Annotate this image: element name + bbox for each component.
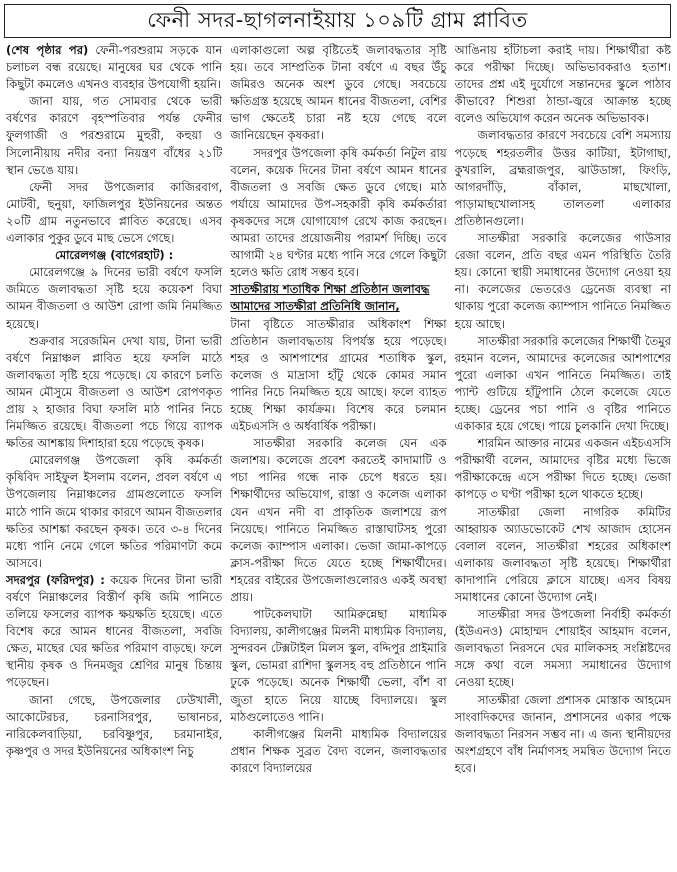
paragraph-text: কয়েক দিনের টানা ভারী বর্ষণে নিম্নাঞ্চলের বিস্তীর্ণ কৃষি জমি পানিতে তলিয়ে ফসলের ব্যাপক ক্ষয়ক্ষতি হয়েছে। এতে বিশেষ করে আমন ধানের বীজতলা, সবজি ক্ষেত, মাছের ঘের ক্ষতির পরিমাণ বাড়ছে। ফলে স্থানীয় কৃষক ও দিনমজুর শ্রেণির মানুষ চিন্তায় পড়েছেন। (6, 572, 223, 690)
paragraph-text: ফেনী সদর উপজেলার কাজিরবাগ, মোটবী, ছনুয়া, ফাজিলপুর ইউনিয়নের অন্তত ২০টি গ্রাম নতুনভাবে প্লাবিত করেছে। এসব এলাকার পুকুর ডুবে মাছ ভেসে গেছে। (6, 179, 223, 246)
paragraph-text: শারমিন আক্তার নামের একজন এইচএসসি পরীক্ষার্থী বলেন, আমাদের বৃষ্টির মধ্যে ভিজে পরীক্ষাকেন্দ্রে এসে পরীক্ষা দিতে হচ্ছে। ভেজা কাপড়ে ৩ ঘণ্টা পরীক্ষা হলে থাকতে হচ্ছে। (454, 436, 671, 502)
paragraph (230, 606, 446, 726)
paragraph-text: সদরপুর উপজেলা কৃষি কর্মকর্তা নিটুল রায় বলেন, কয়েক দিনের টানা বর্ষণে আমন ধানের বীজতলা ও সবজি ক্ষেত ডুবে গেছে। মাঠ পর্যায়ে আমাদের উপ-সহকারী কৃষি কর্মকর্তারা কৃষকদের সঙ্গে যোগাযোগ রেখে কাজ করছেন। আমরা তাদের প্রয়োজনীয় পরামর্শ দিচ্ছি। তবে আগামী ২৪ ঘণ্টার মধ্যে পানি সরে গেলে কিছুটা হলেও ক্ষতি রোধ সম্ভব হবে। (230, 145, 447, 280)
paragraph (6, 452, 222, 572)
paragraph (230, 726, 446, 777)
paragraph (230, 42, 446, 145)
paragraph-text: সাতক্ষীরা জেলা প্রশাসক মোস্তাক আহমেদ সাংবাদিকদের জানান, প্রশাসনের একার পক্ষে জলাবদ্ধতা নিরসন সম্ভব না। এ জন্য স্থানীয়দের অংশগ্রহণে বাঁধ নির্মাণসহ সমন্বিত উদ্যোগ নিতে হবে। (454, 692, 671, 775)
paragraph (455, 435, 671, 503)
paragraph-text: শুক্রবার সরেজমিন দেখা যায়, টানা ভারী বর্ষণে নিম্নাঞ্চল প্লাবিত হয়ে ফসলি মাঠে জলাবদ্ধতা সৃষ্টি হয়ে পড়েছে। যে কারণে চলতি আমন মৌসুমে বীজতলা ও আউশ রোপণকৃত প্রায় ২ হাজার বিঘা ফসলি মাঠ পানির নিচে নিমজ্জিত রয়েছে। বীজতলা পচে গিয়ে ব্যাপক ক্ষতির আশঙ্কায় দিশাহারা হয়ে পড়েছে কৃষক। (6, 333, 223, 451)
paragraph-lead: সদরপুর (ফরিদপুর) : (6, 572, 105, 587)
section-subhead: সাতক্ষীরায় শতাধিক শিক্ষা প্রতিষ্ঠান জলাবদ্ধ (230, 282, 430, 297)
paragraph-text: পাটকেলঘাটা আমিরুন্নেছা মাধ্যমিক বিদ্যালয়, কালীগঞ্জের মিলনী মাধ্যমিক বিদ্যালয়, সুন্দরবন টেক্সটাইল মিলস স্কুল, বদ্দিপুর প্রাইমারি স্কুল, ভোমরা রাশিদা স্কুলসহ বহু প্রতিষ্ঠানে পানি ঢুকে পড়েছে। অনেক শিক্ষার্থী ভেলা, বাঁশ বা জুতা হাতে নিয়ে যাচ্ছে বিদ্যালয়ে। স্কুল মাঠগুলোতেও পানি। (230, 607, 447, 724)
paragraph (455, 42, 671, 127)
paragraph (6, 93, 222, 178)
column-3 (455, 42, 671, 866)
page-title: ফেনী সদর-ছাগলনাইয়ায় ১০৯টি গ্রাম প্লাবিত (147, 7, 528, 32)
paragraph-text: কালীগঞ্জের মিলনী মাধ্যমিক বিদ্যালয়ের প্রধান শিক্ষক সুব্রত বৈদ্য বলেন, জলাবদ্ধতার কারণে বিদ্যালয়ের (230, 726, 447, 775)
paragraph (230, 316, 446, 436)
paragraph (455, 333, 671, 436)
paragraph (6, 692, 222, 760)
paragraph (455, 230, 671, 333)
paragraph (230, 435, 446, 606)
paragraph-text: জানা গেছে, উপজেলার ঢেউখালী, আকোটেরচর, চরনাসিরপুর, ভাষানচর, নারিকেলবাড়িয়া, চরবিষ্ণুপুর, চরমানাইর, কৃষ্ণপুর ও সদর ইউনিয়নের অধিকাংশ নিচু (6, 692, 223, 758)
paragraph-text: টানা বৃষ্টিতে সাতক্ষীরার অধিকাংশ শিক্ষা প্রতিষ্ঠান জলাবদ্ধতায় বিপর্যস্ত হয়ে পড়েছে। শহর ও আশপাশের গ্রামের শতাধিক স্কুল, কলেজ ও মাদ্রাসা হাঁটু থেকে কোমর সমান পানির নিচে নিমজ্জিত হয়ে আছে। ফলে ব্যাহত হচ্ছে শিক্ষা কার্যক্রম। বিশেষ করে চলমান এইচএসসি ও অর্ধবার্ষিক পরীক্ষা। (230, 316, 447, 434)
headline-box (4, 4, 671, 38)
article-columns (6, 42, 671, 866)
paragraph (6, 264, 222, 332)
paragraph-text: এলাকাগুলো অল্প বৃষ্টিতেই জলাবদ্ধতার সৃষ্টি হয়। তবে সাম্প্রতিক টানা বর্ষণে এ বছর উঁচু জমিরও অনেক অংশ ডুবে গেছে। সবচেয়ে ক্ষতিগ্রস্ত হয়েছে আমন ধানের বীজতলা, বেশির ভাগ ক্ষেতেই চারা নষ্ট হয়ে গেছে বলে জানিয়েছেন কৃষকরা। (230, 43, 447, 143)
section-subhead: মোরেলগঞ্জ (বাগেরহাট) : (55, 248, 174, 263)
paragraph-text: সাতক্ষীরা সরকারি কলেজ যেন এক জলাশয়। কলেজে প্রবেশ করতেই কাদামাটি ও পচা পানির গন্ধে নাক চেপে ধরতে হয়। শিক্ষার্থীদের অভিযোগ, রাস্তা ও কলেজ এলাকা যেন এখন নদী বা প্রাকৃতিক জলাশয়ে রূপ নিয়েছে। পানিতে নিমজ্জিত রাস্তাঘাটসহ পুরো কলেজ ক্যাম্পাস এলাকা। ভেজা জামা-কাপড়ে ক্লাস-পরীক্ষা দিতে যেতে হচ্ছে শিক্ষার্থীদের। শহরের বাইরের উপজেলাগুলোরও একই অবস্থা প্রায়। (230, 436, 447, 604)
paragraph (6, 179, 222, 247)
paragraph-text: জলাবদ্ধতার কারণে সবচেয়ে বেশি সমস্যায় পড়েছে শহরতলীর উত্তর কাটিয়া, ইটাগাছা, কুখরালি, ব্রহ্মরাজপুর, ঝাউডাঙ্গা, ফিংড়ি, আগরদাঁড়ি, বাঁকাল, মাছখোলা, পাড়ামাছখোলাসহ তালতলা এলাকার প্রতিষ্ঠানগুলো। (454, 128, 671, 228)
column-2 (230, 42, 446, 866)
paragraph-text: মোরেলগঞ্জে ৯ দিনের ভারী বর্ষণে ফসলি জমিতে জলাবদ্ধতা সৃষ্টি হয়ে কয়েকশ বিঘা আমন বীজতলা ও আউশ রোপা জমি নিমজ্জিত হয়েছে। (6, 265, 223, 331)
section-subhead: আমাদের সাতক্ষীরা প্রতিনিধি জানান, (230, 299, 400, 314)
paragraph-text: সাতক্ষীরা সদর উপজেলা নির্বাহী কর্মকর্তা (ইউএনও) মোহাম্মদ শোয়াইব আহমাদ বলেন, জলাবদ্ধতা নিরসনে ঘের মালিকসহ সংশ্লিষ্টদের সঙ্গে কথা বলে সমস্যা সমাধানের উদ্যোগ নেওয়া হচ্ছে। (454, 607, 671, 690)
paragraph (6, 42, 222, 93)
paragraph-text: আঙিনায় হাঁটাচলা করাই দায়। শিক্ষার্থীরা কষ্ট করে পরীক্ষা দিচ্ছে। অভিভাবকরাও হতাশ। তাদের প্রশ্ন এই দুর্যোগে সন্তানদের স্কুলে পাঠাব কীভাবে? শিশুরা ঠান্ডা-জ্বরে আক্রান্ত হচ্ছে বলেও অভিযোগ করেন অনেক অভিভাবক। (454, 43, 671, 126)
paragraph-text: ফেনী-পরশুরাম সড়কে যান চলাচল বন্ধ রয়েছে। মানুষের ঘর থেকে পানি কিছুটা কমলেও এখনও ব্যবহার উপযোগী হয়নি। (6, 43, 223, 92)
paragraph-text: জানা যায়, গত সোমবার থেকে ভারী বর্ষণের কারণে বৃহস্পতিবার পর্যন্ত ফেনীর ফুলগাজী ও পরশুরামে মুহুরী, কহুয়া ও সিলোনীয়ায় নদীর বন্যা নিয়ন্ত্রণ বাঁধের ২১টি স্থান ভেঙে যায়। (6, 94, 223, 177)
paragraph-text: সাতক্ষীরা সরকারি কলেজের শিক্ষার্থী তৈমুর রহমান বলেন, আমাদের কলেজের আশপাশের পুরো এলাকা এখন পানিতে নিমজ্জিত। তাই প্যান্ট গুটিয়ে হাঁটুপানি ঠেলে কলেজে যেতে হচ্ছে। ড্রেনের পচা পানি ও বৃষ্টির পানিতে একাকার হয়ে গেছে। পায়ে চুলকানি দেখা দিচ্ছে। (454, 333, 671, 434)
paragraph-text: সাতক্ষীরা জেলা নাগরিক কমিটির আহ্বায়ক অ্যাডভোকেট শেখ আজাদ হোসেন বেলাল বলেন, সাতক্ষীরা শহরের অধিকাংশ এলাকায় জলাবদ্ধতা সৃষ্টি হয়েছে। শিক্ষার্থীরা কাদাপানি পেরিয়ে ক্লাসে যাচ্ছে। এসব বিষয় সমাধানের কোনো উদ্যোগ নেই। (454, 504, 671, 604)
paragraph (455, 692, 671, 777)
paragraph-text: মোরেলগঞ্জ উপজেলা কৃষি কর্মকর্তা কৃষিবিদ সাইফুল ইসলাম বলেন, প্রবল বর্ষণে এ উপজেলায় নিম্নাঞ্চলের গ্রামগুলোতে ফসলি মাঠে পানি জমে থাকার কারণে আমন বীজতলার ক্ষতির আশঙ্কা করছেন কৃষক। তবে ৩-৪ দিনের মধ্যে পানি নেমে গেলে ক্ষতির পরিমাণটা কমে আসবে। (6, 453, 223, 570)
paragraph-text: সাতক্ষীরা সরকারি কলেজের গাউসার রেজা বলেন, প্রতি বছর এমন পরিস্থিতি তৈরি হয়। কোনো স্থায়ী সমাধানের উদ্যোগ নেওয়া হয় না। কলেজের ভেতরেও ড্রেনেজ ব্যবস্থা না থাকায় পুরো কলেজ ক্যাম্পাস পানিতে নিমজ্জিত হয়ে আছে। (454, 231, 671, 331)
column-1 (6, 42, 222, 866)
paragraph (455, 606, 671, 691)
paragraph (6, 333, 222, 453)
paragraph-lead: (শেষ পৃষ্ঠার পর) (6, 43, 89, 57)
paragraph (455, 504, 671, 607)
paragraph (6, 572, 222, 692)
paragraph (455, 127, 671, 230)
paragraph (230, 145, 446, 282)
